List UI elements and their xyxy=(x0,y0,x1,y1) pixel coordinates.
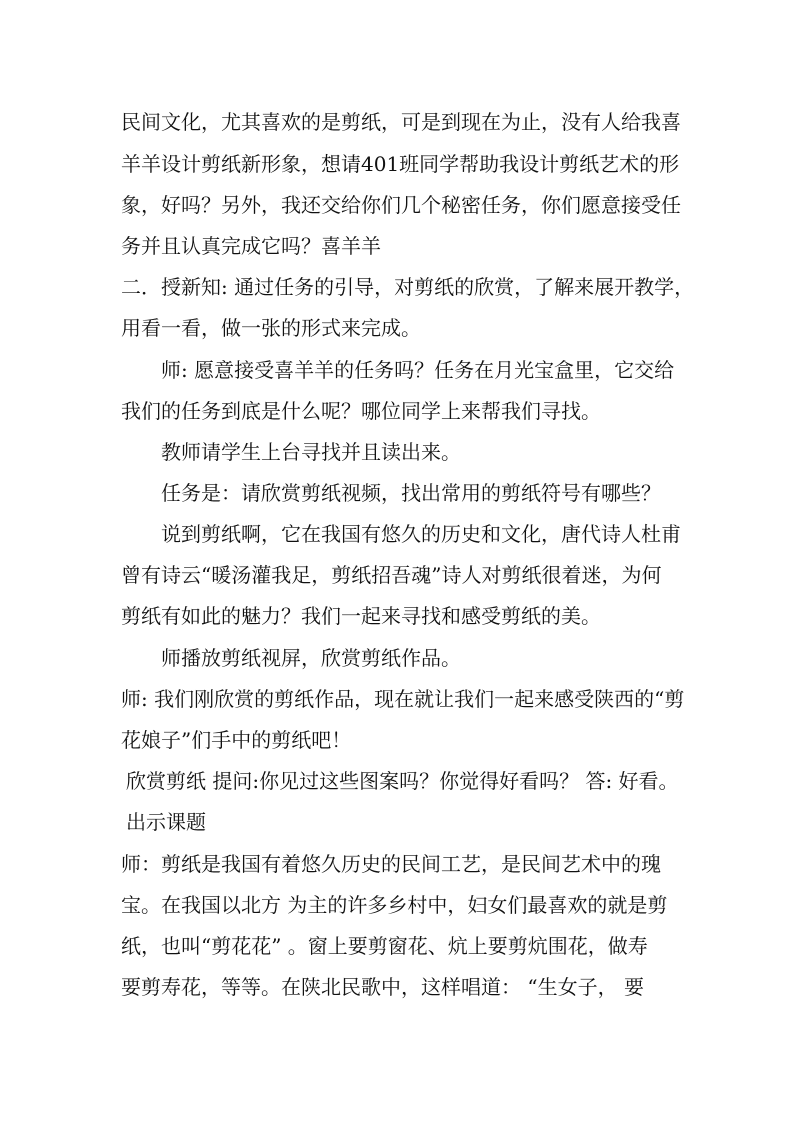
text-line-18: 出示课题 xyxy=(126,810,206,834)
text-line-13: 剪纸有如此的魅力？我们一起来寻找和感受剪纸的美。 xyxy=(121,604,601,628)
text-line-19: 师：剪纸是我国有着悠久历史的民间工艺，是民间艺术中的瑰 xyxy=(121,852,661,876)
text-line-4: 务并且认真完成它吗？喜羊羊 xyxy=(121,234,381,258)
text-line-16: 花娘子”们手中的剪纸吧！ xyxy=(121,728,352,752)
text-line-20: 宝。在我国以北方 为主的许多乡村中，妇女们最喜欢的就是剪 xyxy=(121,893,668,917)
text-line-8: 我们的任务到底是什么呢？哪位同学上来帮我们寻找。 xyxy=(121,399,601,423)
text-line-9: 教师请学生上台寻找并且读出来。 xyxy=(161,440,461,464)
text-line-10: 任务是：请欣赏剪纸视频，找出常用的剪纸符号有哪些？ xyxy=(161,481,661,505)
text-line-7: 师: 愿意接受喜羊羊的任务吗？任务在月光宝盒里，它交给 xyxy=(161,358,675,382)
text-line-1: 民间文化，尤其喜欢的是剪纸，可是到现在为止，没有人给我喜 xyxy=(121,110,681,134)
text-line-17: 欣赏剪纸 提问:你见过这些图案吗？你觉得好看吗？ 答: 好看。 xyxy=(126,769,679,793)
text-line-3: 象，好吗？另外，我还交给你们几个秘密任务，你们愿意接受任 xyxy=(121,193,681,217)
text-line-2: 羊羊设计剪纸新形象，想请401班同学帮助我设计剪纸艺术的形 xyxy=(121,152,680,176)
text-line-14: 师播放剪纸视屏，欣赏剪纸作品。 xyxy=(161,646,461,670)
text-line-12: 曾有诗云“暖汤灌我足，剪纸招吾魂”诗人对剪纸很着迷，为何 xyxy=(121,563,662,587)
text-line-22: 要剪寿花，等等。在陕北民歌中，这样唱道： “生女子， 要 xyxy=(121,975,644,999)
text-line-21: 纸，也叫“剪花花” 。窗上要剪窗花、炕上要剪炕围花，做寿 xyxy=(121,934,648,958)
text-line-5: 二．授新知: 通过任务的引导，对剪纸的欣赏，了解来展开教学， xyxy=(121,275,695,299)
text-line-15: 师: 我们刚欣赏的剪纸作品，现在就让我们一起来感受陕西的“剪 xyxy=(121,687,685,711)
text-line-11: 说到剪纸啊，它在我国有悠久的历史和文化，唐代诗人杜甫 xyxy=(161,522,681,546)
text-line-6: 用看一看，做一张的形式来完成。 xyxy=(121,316,421,340)
